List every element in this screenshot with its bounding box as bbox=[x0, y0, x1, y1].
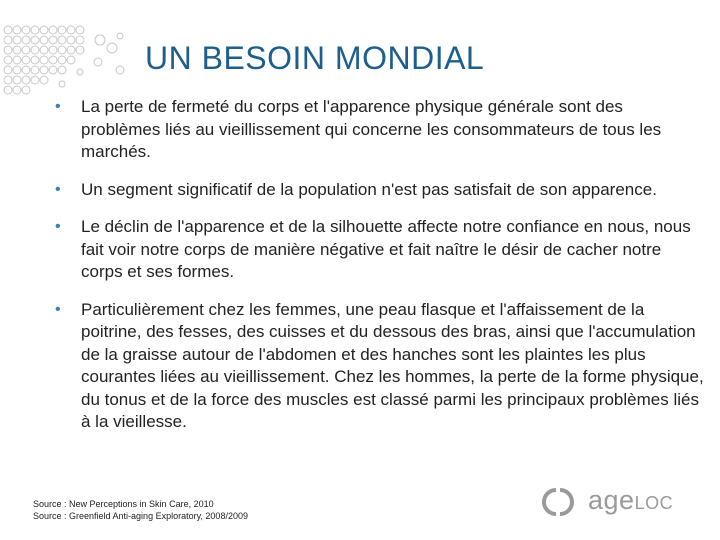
bullet-item bbox=[55, 179, 705, 202]
logo-text-sub: LOC bbox=[634, 493, 674, 513]
bullet-list bbox=[55, 96, 705, 449]
slide-title: UN BESOIN MONDIAL bbox=[145, 40, 485, 76]
bullet-icon: • bbox=[55, 180, 61, 198]
decorative-circles-pattern bbox=[0, 22, 150, 96]
bullet-icon: • bbox=[55, 300, 61, 318]
sources-footnote bbox=[33, 498, 248, 522]
bullet-text: La perte de fermeté du corps et l'apparence physique générale sont des problèmes liés au vieillissement qui concerne les consommateurs de tous les marchés. bbox=[81, 97, 662, 161]
bullet-text: Un segment significatif de la population n'est pas satisfait de son apparence. bbox=[81, 179, 657, 199]
bullet-item bbox=[55, 96, 705, 164]
source-line: Source : Greenfield Anti-aging Exploratory, 2008/2009 bbox=[33, 511, 248, 521]
bullet-item bbox=[55, 299, 705, 434]
ageloc-logo-text bbox=[588, 485, 673, 516]
bullet-icon: • bbox=[55, 218, 61, 235]
bullet-icon: • bbox=[55, 98, 61, 115]
bullet-text: Particulièrement chez les femmes, une peau flasque et l'affaissement de la poitrine, des fesses, des cuisses et du dessous des bras, ainsi que l'accumulation de la graisse autour de l'abdomen et des hanches sont les plaintes les plus courantes liées au vieillissement. Chez les hommes, la perte de la forme physique, du tonus et de la force des muscles est classé parmi les principaux problèmes liés à la vieillesse. bbox=[81, 299, 704, 431]
bullet-text: Le déclin de l'apparence et de la silhouette affecte notre confiance en nous, nous fait voir notre corps de manière négative et fait naître le désir de cacher notre corps et ses formes. bbox=[81, 217, 691, 281]
bullet-item bbox=[55, 216, 705, 284]
source-line: Source : New Perceptions in Skin Care, 2010 bbox=[33, 499, 214, 509]
logo-text-main: age bbox=[588, 485, 635, 515]
